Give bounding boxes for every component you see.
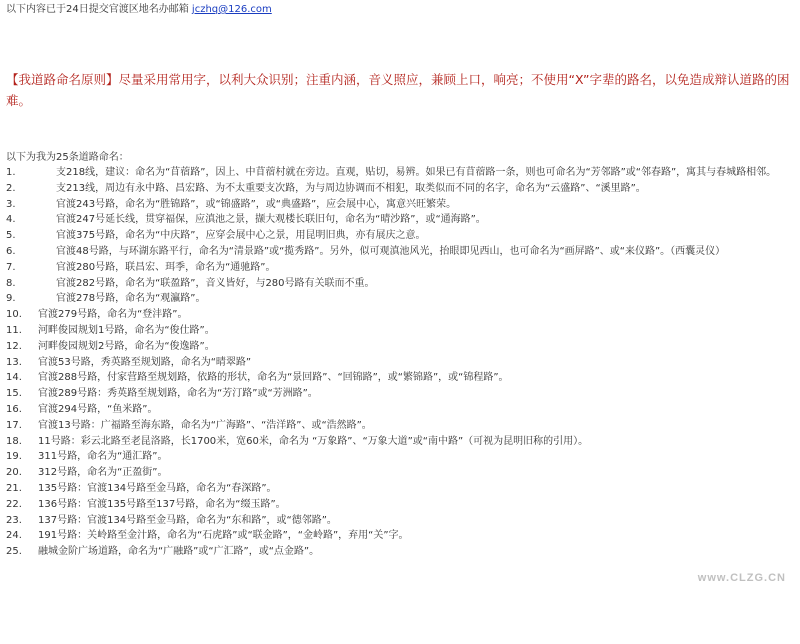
list-item-number: 21. [6, 482, 22, 494]
list-item [6, 434, 796, 450]
list-item-number: 12. [6, 340, 22, 352]
list-item-text: 11号路：彩云北路至老昆洛路，长1700米，宽60米，命名为 “万象路”、“万象大道”或“南中路”（可视为昆明旧称的引用）。 [38, 435, 589, 447]
list-item [6, 449, 796, 465]
list-item-text: 官渡53号路，秀英路至规划路，命名为“晴翠路” [38, 356, 252, 368]
list-item-number: 23. [6, 514, 22, 526]
list-item-text: 官渡289号路：秀英路至规划路，命名为“芳汀路”或“芳洲路”。 [38, 388, 318, 400]
list-item-number: 3. [6, 198, 16, 210]
list-item-text: 支218线，建议：命名为“苜蓿路”，因上、中苜蓿村就在旁边。直观，贴切，易辨。如果已有苜蓿路一条，则也可命名为“芳邻路”或“邻春路”，寓其与春城路相邻。 [56, 167, 777, 178]
list-heading: 以下为我为25条道路命名： [6, 152, 129, 163]
list-item-number: 25. [6, 546, 22, 558]
intro-line [6, 4, 272, 16]
list-item-text: 官渡294号路，“鱼米路”。 [38, 403, 158, 415]
list-item [6, 418, 796, 434]
list-item [6, 323, 796, 339]
list-item [6, 165, 796, 181]
list-item-text: 136号路：官渡135号路至137号路，命名为“缀玉路”。 [38, 498, 286, 510]
list-item [6, 339, 796, 355]
list-item-text: 官渡13号路：广福路至海东路，命名为“广海路”、“浩洋路”、或“浩然路”。 [38, 419, 372, 431]
list-item-number: 7. [6, 261, 16, 273]
naming-principle: 【我道路命名原则】尽量采用常用字，以利大众识别；注重内涵，音义照应，兼顾上口，响亮；不使用“X”字辈的路名，以免造成辩认道路的困难。 [6, 72, 790, 108]
list-item [6, 355, 796, 371]
list-item-number: 16. [6, 403, 22, 415]
list-item-number: 24. [6, 530, 22, 542]
list-item [6, 212, 796, 228]
list-item-text: 137号路：官渡134号路至金马路，命名为“东和路”，或“德邻路”。 [38, 514, 337, 526]
list-item [6, 386, 796, 402]
list-item [6, 197, 796, 213]
list-item-text: 135号路：官渡134号路至金马路，命名为“春深路”。 [38, 482, 277, 494]
list-item [6, 307, 796, 323]
list-item-text: 官渡279号路，命名为“登沣路”。 [38, 309, 188, 321]
list-item-text: 官渡48号路，与环湖东路平行，命名为“清景路”或“揽秀路”。另外，似可观滇池风光，抬眼即见西山，也可命名为“画屏路”、或“来仪路”。（西囊灵仪） [56, 245, 726, 257]
list-item-text: 官渡280号路，联昌宏、珥季，命名为“通驰路”。 [56, 261, 276, 273]
list-item [6, 370, 796, 386]
list-item-number: 18. [6, 435, 22, 447]
list-item [6, 513, 796, 529]
list-item-number: 10. [6, 309, 22, 321]
list-item-number: 13. [6, 356, 22, 368]
list-item-text: 官渡282号路，命名为“联盈路”，音义皆好，与280号路有关联而不重。 [56, 277, 375, 289]
list-item-number: 19. [6, 451, 22, 463]
list-item-number: 11. [6, 324, 22, 336]
list-item [6, 465, 796, 481]
list-item [6, 528, 796, 544]
email-link[interactable]: jczhq@126.com [191, 4, 272, 15]
list-item [6, 276, 796, 292]
road-name-list [6, 165, 796, 560]
list-item-number: 15. [6, 388, 22, 400]
list-item-number: 8. [6, 277, 16, 289]
list-item-number: 1. [6, 167, 16, 178]
list-item [6, 181, 796, 197]
list-item-number: 6. [6, 245, 16, 257]
list-item-text: 河畔俊园规划1号路，命名为“俊仕路”。 [38, 324, 215, 336]
list-item [6, 228, 796, 244]
list-item-number: 17. [6, 419, 22, 431]
list-item [6, 260, 796, 276]
list-item [6, 291, 796, 307]
list-item-number: 20. [6, 467, 22, 479]
list-item-text: 融城金阶广场道路，命名为“广融路”或“广汇路”，或“点金路”。 [38, 546, 320, 558]
list-item [6, 402, 796, 418]
list-item-text: 官渡278号路，命名为“观瀛路”。 [56, 293, 206, 305]
list-item-text: 官渡375号路，命名为“中庆路”，应穿会展中心之景，用昆明旧典，亦有展庆之意。 [56, 230, 426, 242]
list-item-number: 22. [6, 498, 22, 510]
list-item [6, 497, 796, 513]
list-item-number: 2. [6, 182, 16, 194]
list-item-text: 官渡243号路，命名为“胜锦路”，或“锦盛路”，或“典盛路”，应会展中心，寓意兴旺繁荣。 [56, 198, 457, 210]
list-item-text: 官渡247号延长线，贯穿福保，应滇池之景，撷大观楼长联旧句，命名为“晴沙路”，或“通海路”。 [56, 214, 486, 226]
list-item-number: 9. [6, 293, 16, 305]
list-item-text: 191号路：关岭路至金汁路，命名为“石虎路”或“联金路”，“金岭路”，弃用“关”字。 [38, 530, 409, 542]
list-item-number: 14. [6, 372, 22, 384]
list-item [6, 244, 796, 260]
list-item-text: 河畔俊园规划2号路，命名为“俊逸路”。 [38, 340, 215, 352]
list-item-text: 官渡288号路，付家营路至规划路，依路的形状，命名为“景回路”、“回锦路”，或“繁锦路”，或“锦程路”。 [38, 372, 509, 384]
site-watermark [626, 572, 786, 636]
list-item-text: 支213线，周边有永中路、昌宏路、为不太重要支次路，为与周边协调而不相犯，取类似而不同的名字，命名为“云盛路”、“溪里路”。 [56, 182, 646, 194]
list-item-text: 312号路，命名为“正盈街”。 [38, 467, 168, 479]
intro-text: 以下内容已于24日提交官渡区地名办邮箱 [6, 4, 189, 15]
list-item-text: 311号路，命名为“通汇路”。 [38, 451, 168, 463]
list-item [6, 544, 796, 560]
watermark-url: www.CLZG.CN [697, 572, 786, 584]
list-item [6, 481, 796, 497]
list-item-number: 5. [6, 230, 16, 242]
list-item-number: 4. [6, 214, 16, 226]
